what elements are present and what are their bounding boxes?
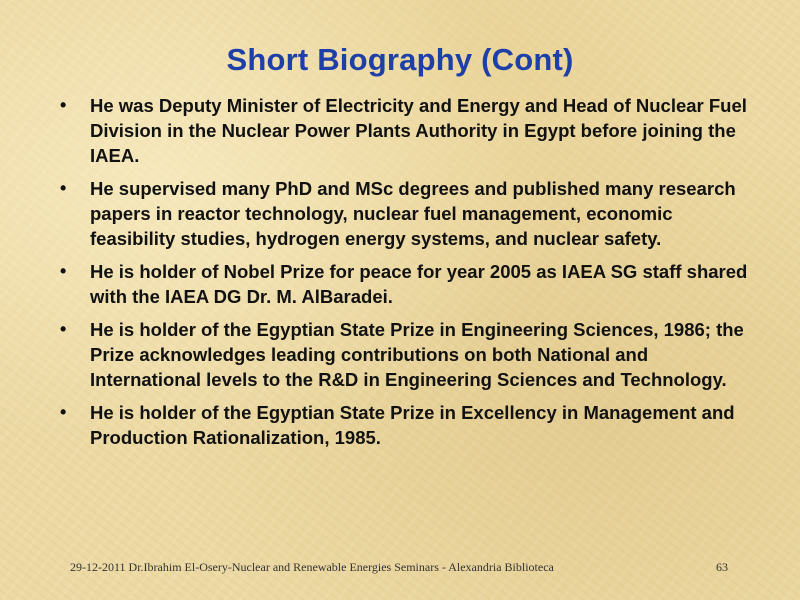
footer-text: 29-12-2011 Dr.Ibrahim El-Osery-Nuclear and Renewable Energies Seminars - Alexandria Biblioteca	[70, 560, 554, 574]
bullet-text: He is holder of the Egyptian State Prize in Excellency in Management and Production Rationalization, 1985.	[90, 402, 735, 448]
bullet-icon: •	[60, 402, 67, 422]
bullet-icon: •	[60, 95, 67, 115]
bullet-list	[56, 93, 756, 458]
bullet-item	[56, 259, 756, 309]
bullet-item	[56, 400, 756, 450]
slide-footer	[0, 558, 800, 578]
bullet-icon: •	[60, 178, 67, 198]
bullet-item	[56, 93, 756, 168]
bullet-item	[56, 317, 756, 392]
bullet-text: He is holder of the Egyptian State Prize in Engineering Sciences, 1986; the Prize acknowledges leading contributions on both National and International levels to the R&D in Engineering Sciences and Technology.	[90, 319, 744, 390]
bullet-text: He supervised many PhD and MSc degrees and published many research papers in reactor technology, nuclear fuel management, economic feasibility studies, hydrogen energy systems, and nuclear safety.	[90, 178, 736, 249]
bullet-text: He is holder of Nobel Prize for peace for year 2005 as IAEA SG staff shared with the IAEA DG Dr. M. AlBaradei.	[90, 261, 748, 307]
bullet-text: He was Deputy Minister of Electricity and Energy and Head of Nuclear Fuel Division in the Nuclear Power Plants Authority in Egypt before joining the IAEA.	[90, 95, 747, 166]
bullet-icon: •	[60, 261, 67, 281]
slide-title: Short Biography (Cont)	[226, 42, 574, 77]
bullet-item	[56, 176, 756, 251]
bullet-icon: •	[60, 319, 67, 339]
page-number: 63	[716, 560, 728, 574]
